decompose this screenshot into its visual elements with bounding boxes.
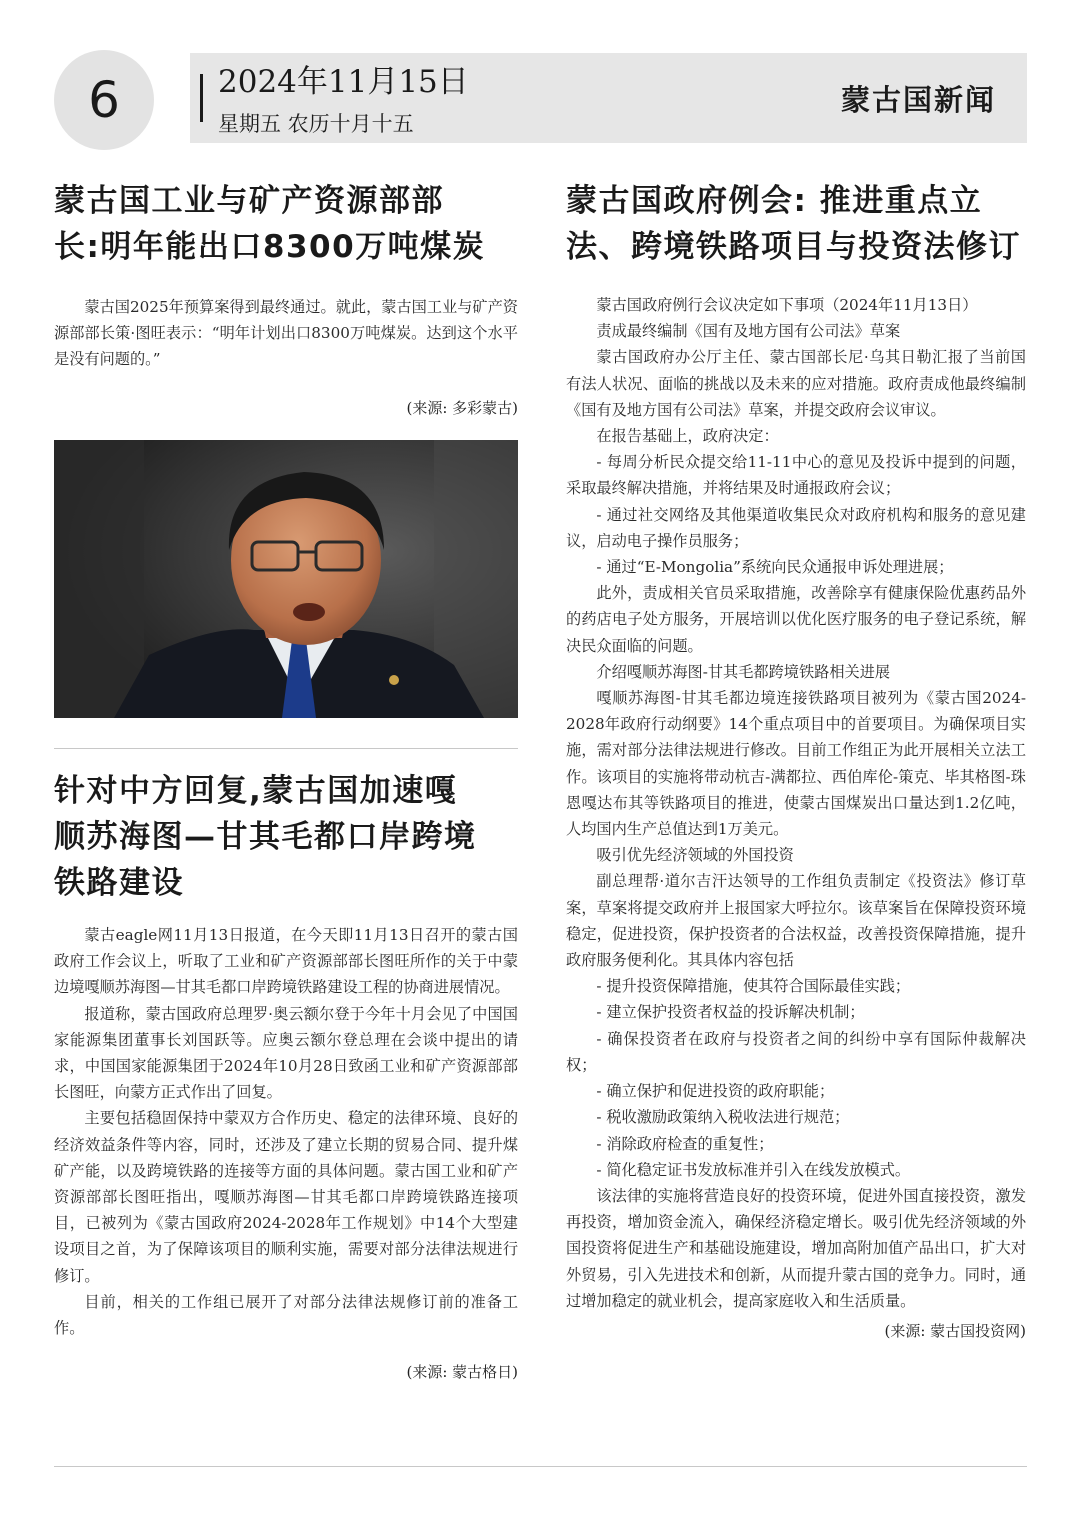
issue-weekday-lunar: 星期五 农历十月十五 [218, 112, 414, 136]
article2-source: (来源: 蒙古格日) [406, 1363, 518, 1382]
article3-subheading: 责成最终编制《国有及地方国有公司法》草案 [596, 322, 901, 341]
article3-list-item: - 通过“E-Mongolia”系统向民众通报申诉处理进展； [596, 558, 954, 577]
article3-list-item: - 每周分析民众提交给11-11中心的意见及投诉中提到的问题，采取最终解决措施，并将结果及时通报政府会议； [566, 453, 1026, 498]
article3-headline-line2: 法、跨境铁路项目与投资法修订 [566, 229, 1021, 265]
article3-list-item: - 确保投资者在政府与投资者之间的纠纷中享有国际仲裁解决权； [566, 1029, 1026, 1074]
left-column [54, 178, 518, 421]
article3-list-item: - 建立保护投资者权益的投诉解决机制； [596, 1003, 865, 1022]
article3-body [566, 292, 1026, 1314]
article3-source: (来源: 蒙古国投资网) [884, 1321, 1026, 1340]
minister-portrait-image [54, 440, 518, 718]
article2-headline-line3: 铁路建设 [54, 865, 184, 901]
article2-paragraph: 目前，相关的工作组已展开了对部分法律法规修订前的准备工作。 [54, 1292, 518, 1338]
section-title: 蒙古国新闻 [840, 83, 996, 117]
article2-paragraph: 蒙古eagle网11月13日报道，在今天即11月13日召开的蒙古国政府工作会议上，听取了工业和矿产资源部部长图旺所作的关于中蒙边境嘎顺苏海图—甘其毛都口岸跨境铁路建设工程的协商进展情况。 [54, 926, 518, 997]
article-divider [54, 748, 518, 749]
article2-headline-line1: 针对中方回复,蒙古国加速嘎 [54, 773, 458, 809]
article3-list-item: - 简化稳定证书发放标准并引入在线发放模式。 [596, 1160, 911, 1179]
page-bottom-rule [54, 1466, 1027, 1467]
article3-list-item: - 确立保护和促进投资的政府职能； [596, 1082, 835, 1101]
article1-body [54, 294, 518, 373]
article1-source: (来源: 多彩蒙古) [406, 398, 518, 417]
article1-headline-line1: 蒙古国工业与矿产资源部部 [54, 183, 444, 219]
article1-headline-line2: 长:明年能出口8300万吨煤炭 [54, 229, 486, 265]
header-divider [200, 74, 203, 122]
article3-list-item: - 消除政府检查的重复性； [596, 1134, 774, 1153]
article3-paragraph: 蒙古国政府例行会议决定如下事项（2024年11月13日） [596, 296, 978, 314]
article1-headline [54, 178, 518, 270]
issue-date: 2024年11月15日 [218, 64, 469, 100]
article1-photo [54, 440, 518, 718]
page-number: 6 [54, 50, 154, 150]
article2-paragraph: 报道称，蒙古国政府总理罗·奥云额尔登于今年十月会见了中国国家能源集团董事长刘国跃等。应奥云额尔登总理在会谈中提出的请求，中国国家能源集团于2024年10月28日致函工业和矿产资源部部长图旺，向蒙方正式作出了回复。 [54, 1004, 518, 1102]
article3-paragraph: 嘎顺苏海图-甘其毛都边境连接铁路项目被列为《蒙古国2024-2028年政府行动纲要》14个重点项目中的首要项目。为确保项目实施，需对部分法律法规进行修改。目前工作组正为此开展相关立法工作。该项目的实施将带动杭吉-满都拉、西伯库伦-策克、毕其格图-珠恩嘎达布其等铁路项目的推进，使蒙古国煤炭出口量达到1.2亿吨，人均国内生产总值达到1万美元。 [566, 689, 1026, 839]
article3-paragraph: 此外，责成相关官员采取措施，改善除享有健康保险优惠药品外的药店电子处方服务，开展培训以优化医疗服务的电子登记系统，解决民众面临的问题。 [566, 584, 1026, 655]
article2-body [54, 922, 518, 1341]
article3-subheading: 介绍嘎顺苏海图-甘其毛都跨境铁路相关进展 [596, 662, 891, 681]
article3-paragraph: 副总理帮·道尔吉汗达领导的工作组负责制定《投资法》修订草案，草案将提交政府并上报国家大呼拉尔。该草案旨在保障投资环境稳定，促进投资，保护投资者的合法权益，改善投资保障措施，提升政府服务便利化。其具体内容包括 [566, 872, 1026, 970]
article2-headline-line2: 顺苏海图—甘其毛都口岸跨境 [54, 819, 477, 855]
right-column [566, 178, 1026, 1344]
article3-paragraph: 该法律的实施将营造良好的投资环境，促进外国直接投资，激发再投资，增加资金流入，确保经济稳定增长。吸引优先经济领域的外国投资将促进生产和基础设施建设，增加高附加值产品出口，扩大对外贸易，引入先进技术和创新，从而提升蒙古国的竞争力。同时，通过增加稳定的就业机会，提高家庭收入和生活质量。 [566, 1186, 1026, 1310]
article3-subheading: 吸引优先经济领域的外国投资 [596, 846, 794, 865]
article3-list-item: - 税收激励政策纳入税收法进行规范； [596, 1108, 850, 1127]
left-column-lower [54, 768, 518, 1385]
article3-list-item: - 提升投资保障措施，使其符合国际最佳实践； [596, 977, 911, 996]
article3-list-item: - 通过社交网络及其他渠道收集民众对政府机构和服务的意见建议，启动电子操作员服务； [566, 505, 1026, 550]
article3-paragraph: 蒙古国政府办公厅主任、蒙古国部长尼·乌其日勒汇报了当前国有法人状况、面临的挑战以及未来的应对措施。政府责成他最终编制《国有及地方国有公司法》草案，并提交政府会议审议。 [566, 348, 1026, 419]
article3-headline [566, 178, 1026, 270]
article2-paragraph: 主要包括稳固保持中蒙双方合作历史、稳定的法律环境、良好的经济效益条件等内容，同时，还涉及了建立长期的贸易合同、提升煤矿产能，以及跨境铁路的连接等方面的具体问题。蒙古国工业和矿产资源部部长图旺指出，嘎顺苏海图—甘其毛都口岸跨境铁路连接项目，已被列为《蒙古国政府2024-2028年工作规划》中14个大型建设项目之首，为了保障该项目的顺利实施，需要对部分法律法规进行修订。 [54, 1109, 518, 1285]
article1-paragraph: 蒙古国2025年预算案得到最终通过。就此，蒙古国工业与矿产资源部部长策·图旺表示：“明年计划出口8300万吨煤炭。达到这个水平是没有问题的。” [54, 298, 518, 369]
article3-paragraph: 在报告基础上，政府决定： [596, 427, 779, 446]
article3-headline-line1: 蒙古国政府例会: 推进重点立 [566, 183, 983, 219]
article2-headline [54, 768, 518, 906]
